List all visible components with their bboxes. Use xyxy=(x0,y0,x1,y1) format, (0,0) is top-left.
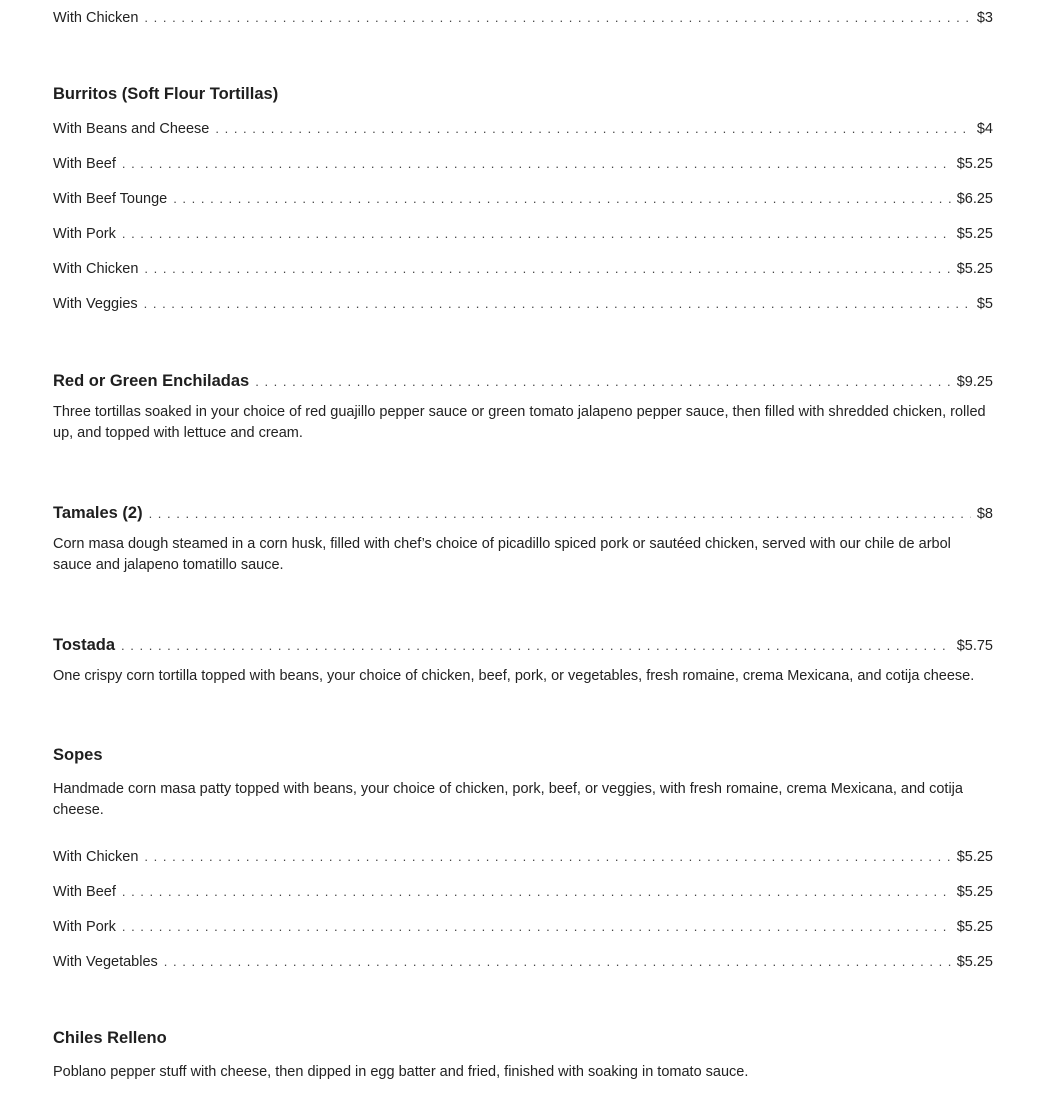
menu-item-row xyxy=(53,181,993,216)
section-description: One crispy corn tortilla topped with beans, your choice of chicken, beef, pork, or vegetables, fresh romaine, crema Mexicana, and cotija cheese. xyxy=(53,668,975,684)
item-price: $4 xyxy=(976,121,993,137)
section-description: Corn masa dough steamed in a corn husk, filled with chef’s choice of picadillo spiced pork or sautéed chicken, served with our chile de arbol sauce and jalapeno tomatillo sauce. xyxy=(53,536,951,573)
item-price: $3 xyxy=(976,10,993,26)
section-title: Chiles Relleno xyxy=(53,1029,167,1047)
enchiladas-section xyxy=(53,364,993,444)
leader-dots xyxy=(121,628,951,663)
item-price: $6.25 xyxy=(956,191,993,207)
leader-dots xyxy=(122,146,951,181)
section-title: Red or Green Enchiladas xyxy=(53,372,250,390)
section-price: $5.75 xyxy=(956,638,993,654)
item-name: With Beef xyxy=(53,156,116,172)
item-name: With Chicken xyxy=(53,10,139,26)
leader-dots xyxy=(215,111,970,146)
section-title: Tostada xyxy=(53,636,116,654)
leader-dots xyxy=(122,216,951,251)
item-price: $5.25 xyxy=(956,849,993,865)
section-title: Tamales (2) xyxy=(53,504,143,522)
tamales-section xyxy=(53,496,993,576)
leader-dots xyxy=(144,0,970,35)
chiles-relleno-section xyxy=(53,1023,993,1083)
leader-dots xyxy=(144,286,971,321)
section-description: Handmade corn masa patty topped with beans, your choice of chicken, pork, beef, or veggies, with fresh romaine, crema Mexicana, and cotija cheese. xyxy=(53,781,963,818)
leader-dots xyxy=(149,496,971,531)
item-price: $5.25 xyxy=(956,919,993,935)
leader-dots xyxy=(164,944,951,979)
menu-item-row xyxy=(53,251,993,286)
item-price: $5.25 xyxy=(956,954,993,970)
section-title-row xyxy=(53,628,993,663)
item-price: $5.25 xyxy=(956,261,993,277)
leader-dots xyxy=(122,909,951,944)
section-price: $9.25 xyxy=(956,374,993,390)
leader-dots xyxy=(122,874,951,909)
menu-item-row xyxy=(53,0,993,35)
section-title: Burritos (Soft Flour Tortillas) xyxy=(53,85,279,103)
item-price: $5.25 xyxy=(956,156,993,172)
leader-dots xyxy=(173,181,951,216)
item-name: With Chicken xyxy=(53,261,139,277)
sopes-section xyxy=(53,740,993,979)
item-name: With Beef xyxy=(53,884,116,900)
menu-item-row xyxy=(53,839,993,874)
burritos-section xyxy=(53,79,993,321)
item-price: $5 xyxy=(976,296,993,312)
menu-item-row xyxy=(53,286,993,321)
leader-dots xyxy=(144,839,950,874)
tostada-section xyxy=(53,628,993,687)
leader-dots xyxy=(255,364,950,399)
item-name: With Pork xyxy=(53,226,116,242)
menu-item-row xyxy=(53,944,993,979)
section-title: Sopes xyxy=(53,746,103,764)
section-title-row xyxy=(53,496,993,531)
menu-item-row xyxy=(53,909,993,944)
section-description: Three tortillas soaked in your choice of red guajillo pepper sauce or green tomato jalapeno pepper sauce, then filled with shredded chicken, rolled up, and topped with lettuce and cream. xyxy=(53,404,986,441)
section-title-row xyxy=(53,364,993,399)
top-item-section xyxy=(53,0,993,35)
menu-item-row xyxy=(53,146,993,181)
item-price: $5.25 xyxy=(956,226,993,242)
item-name: With Chicken xyxy=(53,849,139,865)
menu-item-row xyxy=(53,216,993,251)
item-price: $5.25 xyxy=(956,884,993,900)
item-name: With Beans and Cheese xyxy=(53,121,210,137)
section-description: Poblano pepper stuff with cheese, then dipped in egg batter and fried, finished with soaking in tomato sauce. xyxy=(53,1064,749,1080)
item-name: With Veggies xyxy=(53,296,138,312)
item-name: With Pork xyxy=(53,919,116,935)
item-name: With Beef Tounge xyxy=(53,191,168,207)
section-price: $8 xyxy=(976,506,993,522)
leader-dots xyxy=(144,251,950,286)
menu-item-row xyxy=(53,111,993,146)
item-name: With Vegetables xyxy=(53,954,158,970)
menu-item-row xyxy=(53,874,993,909)
